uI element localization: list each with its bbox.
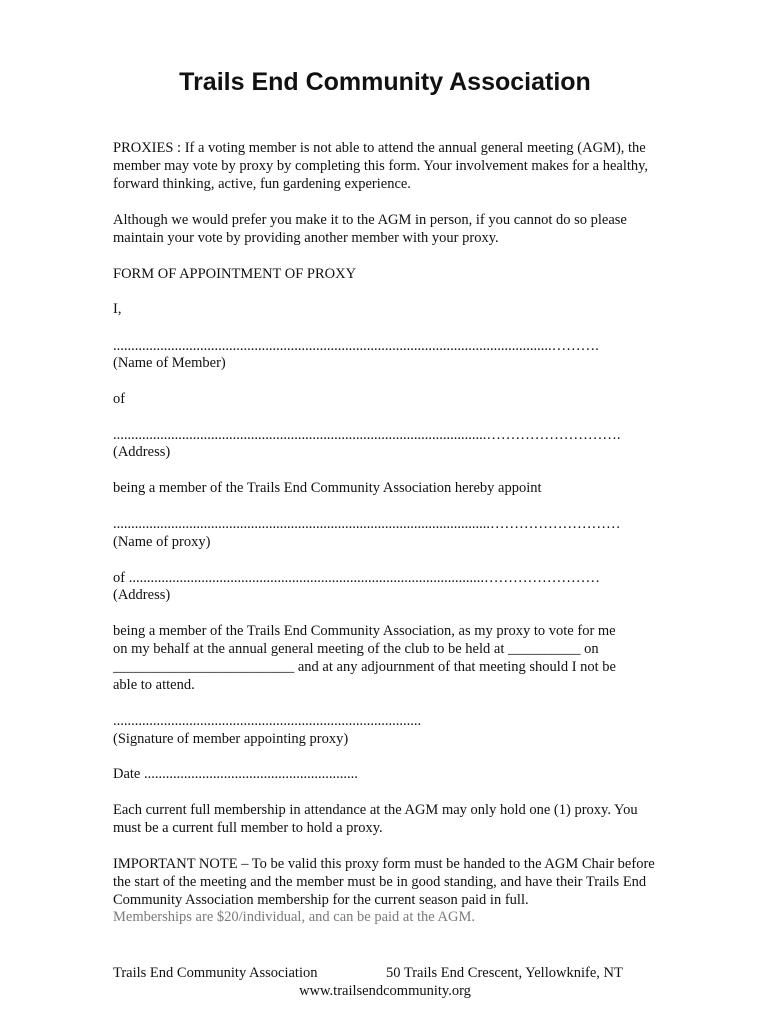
member-name-caption: (Name of Member): [113, 355, 226, 371]
member-address-line: .......................................................................................................……………………….: [113, 427, 621, 443]
proxy-name-line: ........................................................................................................………………………: [113, 516, 621, 532]
form-heading: FORM OF APPOINTMENT OF PROXY: [113, 266, 357, 282]
member-name-line: .........................................................................................................................……….: [113, 338, 599, 354]
fees-note: Memberships are $20/individual, and can be paid at the AGM.: [113, 909, 476, 925]
proxy-paragraph-line-1: being a member of the Trails End Community Association, as my proxy to vote for me: [113, 623, 616, 639]
document-title: Trails End Community Association: [179, 68, 591, 96]
proxy-paragraph-line-3: _________________________ and at any adjournment of that meeting should I not be: [113, 659, 616, 675]
proxy-address-caption: (Address): [113, 587, 171, 603]
i-label: I,: [113, 301, 122, 317]
signature-line: .....................................................................................: [113, 713, 422, 729]
important-note: IMPORTANT NOTE – To be valid this proxy form must be handed to the AGM Chair before the start of the meeting and the member must be in good standing, and have their Trails End Community Association membership for the current season paid in full.: [113, 856, 655, 908]
proxy-name-caption: (Name of proxy): [113, 534, 211, 550]
proxy-address-line: of ..................................................................................................……………………: [113, 570, 600, 586]
member-address-caption: (Address): [113, 444, 171, 460]
appoint-text: being a member of the Trails End Community Association hereby appoint: [113, 480, 542, 496]
membership-paragraph: Each current full membership in attendance at the AGM may only hold one (1) proxy. You must be a current full member to hold a proxy.: [113, 802, 638, 836]
preference-paragraph: Although we would prefer you make it to the AGM in person, if you cannot do so please maintain your vote by providing another member with your proxy.: [113, 212, 627, 246]
date-line: Date ...........................................................: [113, 766, 358, 782]
proxy-paragraph-line-4: able to attend.: [113, 677, 195, 693]
signature-caption: (Signature of member appointing proxy): [113, 731, 349, 747]
footer-address: 50 Trails End Crescent, Yellowknife, NT: [386, 965, 623, 981]
of-label: of: [113, 391, 126, 407]
proxies-paragraph: PROXIES : If a voting member is not able to attend the annual general meeting (AGM), the member may vote by proxy by completing this form. Your involvement makes for a healthy, forward thinking, active, fun gardening experience.: [113, 140, 649, 192]
footer-organization: Trails End Community Association: [113, 965, 318, 981]
proxy-paragraph-line-2: on my behalf at the annual general meeting of the club to be held at __________ on: [113, 641, 599, 657]
footer-website: www.trailsendcommunity.org: [299, 983, 471, 999]
